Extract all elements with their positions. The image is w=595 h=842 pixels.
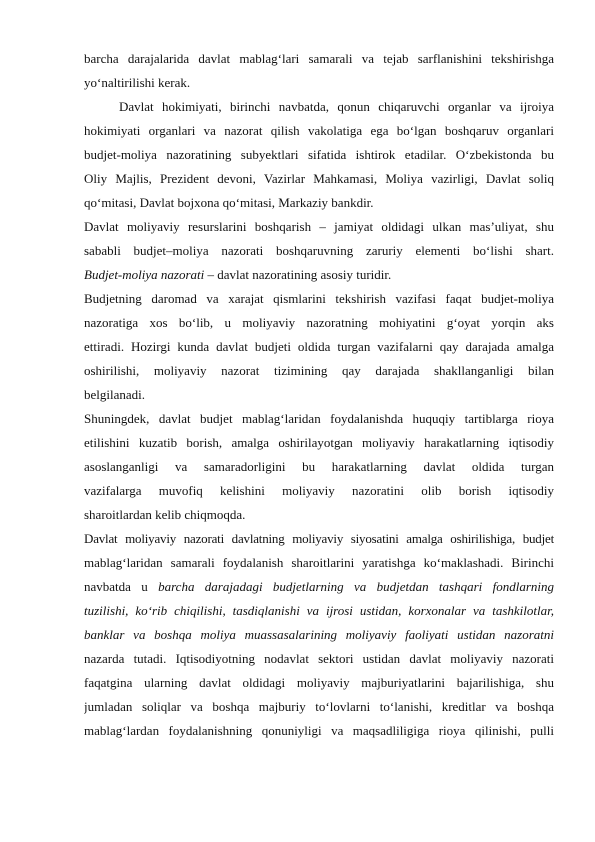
text-line xyxy=(84,575,554,599)
text-line: nazoratiga xos bo‘lib, u moliyaviy nazoratning mohiyatini g‘oyat yorqin aks xyxy=(84,315,554,330)
text-line: mablag‘lardan foydalanishning qonuniyligi va maqsadliligiga rioya qilinishi, pulli xyxy=(84,723,554,738)
text-fragment: – davlat nazoratining asosiy turidir. xyxy=(204,267,392,282)
text-line: Budjetning daromad va xarajat qismlarini tekshirish vazifasi faqat budjet-moliya xyxy=(84,291,554,306)
text-line: Davlat hokimiyati, birinchi navbatda, qonun chiqaruvchi organlar va ijroiya xyxy=(119,99,554,114)
text-line: barcha darajalarida davlat mablag‘lari samarali va tejab sarflanishini tekshirishga xyxy=(84,51,554,66)
text-line: Oliy Majlis, Prezident devoni, Vazirlar Mahkamasi, Moliya vazirligi, Davlat soliq xyxy=(84,171,554,186)
text-line: Shuningdek, davlat budjet mablag‘laridan foydalanishda huquqiy tartiblarga rioya xyxy=(84,411,554,426)
document-page xyxy=(84,47,554,743)
text-line: hokimiyati organlari va nazorat qilish vakolatiga ega bo‘lgan boshqaruv organlari xyxy=(84,123,554,138)
text-line: jumladan soliqlar va boshqa majburiy to‘lovlarni to‘lanishi, kreditlar va boshqa xyxy=(84,699,554,714)
text-line: asoslanganligi va samaradorligini bu harakatlarning davlat oldida turgan xyxy=(84,459,554,474)
text-line: belgilanadi. xyxy=(84,387,146,402)
text-line: ettiradi. Hozirgi kunda davlat budjeti oldida turgan vazifalarni qay darajada amalga xyxy=(84,339,554,354)
text-line: yo‘naltirilishi kerak. xyxy=(84,75,191,90)
text-line: mablag‘laridan samarali foydalanish sharoitlarini yaratishga ko‘maklashadi. Birinchi xyxy=(84,555,554,570)
italic-term: Budjet-moliya nazorati xyxy=(84,267,205,282)
text-line: budjet-moliya nazoratining subyektlari sifatida ishtirok etadilar. O‘zbekistonda bu xyxy=(84,147,554,162)
text-line: sharoitlardan kelib chiqmoqda. xyxy=(84,507,246,522)
text-line: tuzilishi, ko‘rib chiqilishi, tasdiqlanishi va ijrosi ustidan, korxonalar va tashkilotlar, xyxy=(84,603,554,618)
text-line: vazifalarga muvofiq kelishini moliyaviy nazoratini olib borish iqtisodiy xyxy=(84,483,554,498)
text-line: faqatgina ularning davlat oldidagi moliyaviy majburiyatlarini bajarilishiga, shu xyxy=(84,675,554,690)
text-line: banklar va boshqa moliya muassasalarining moliyaviy faoliyati ustidan nazoratni xyxy=(84,627,554,642)
text-line: Davlat moliyaviy resurslarini boshqarish – jamiyat oldidagi ulkan mas’uliyat, shu xyxy=(84,219,554,234)
text-fragment: navbatda u xyxy=(84,579,159,594)
text-line xyxy=(84,263,554,287)
text-line: Davlat moliyaviy nazorati davlatning moliyaviy siyosatini amalga oshirilishiga, budjet xyxy=(84,531,554,546)
text-line: qo‘mitasi, Davlat bojxona qo‘mitasi, Markaziy bankdir. xyxy=(84,195,374,210)
text-line: sababli budjet–moliya nazorati boshqaruvning zaruriy elementi bo‘lishi shart. xyxy=(84,243,554,258)
text-line: nazarda tutadi. Iqtisodiyotning nodavlat sektori ustidan davlat moliyaviy nazorati xyxy=(84,651,554,666)
text-line: etilishini kuzatib borish, amalga oshirilayotgan moliyaviy harakatlarning iqtisodiy xyxy=(84,435,554,450)
italic-fragment: barcha darajadagi budjetlarning va budjetdan tashqari fondlarning xyxy=(158,579,554,594)
text-line: oshirilishi, moliyaviy nazorat tizimining qay darajada shakllanganligi bilan xyxy=(84,363,554,378)
